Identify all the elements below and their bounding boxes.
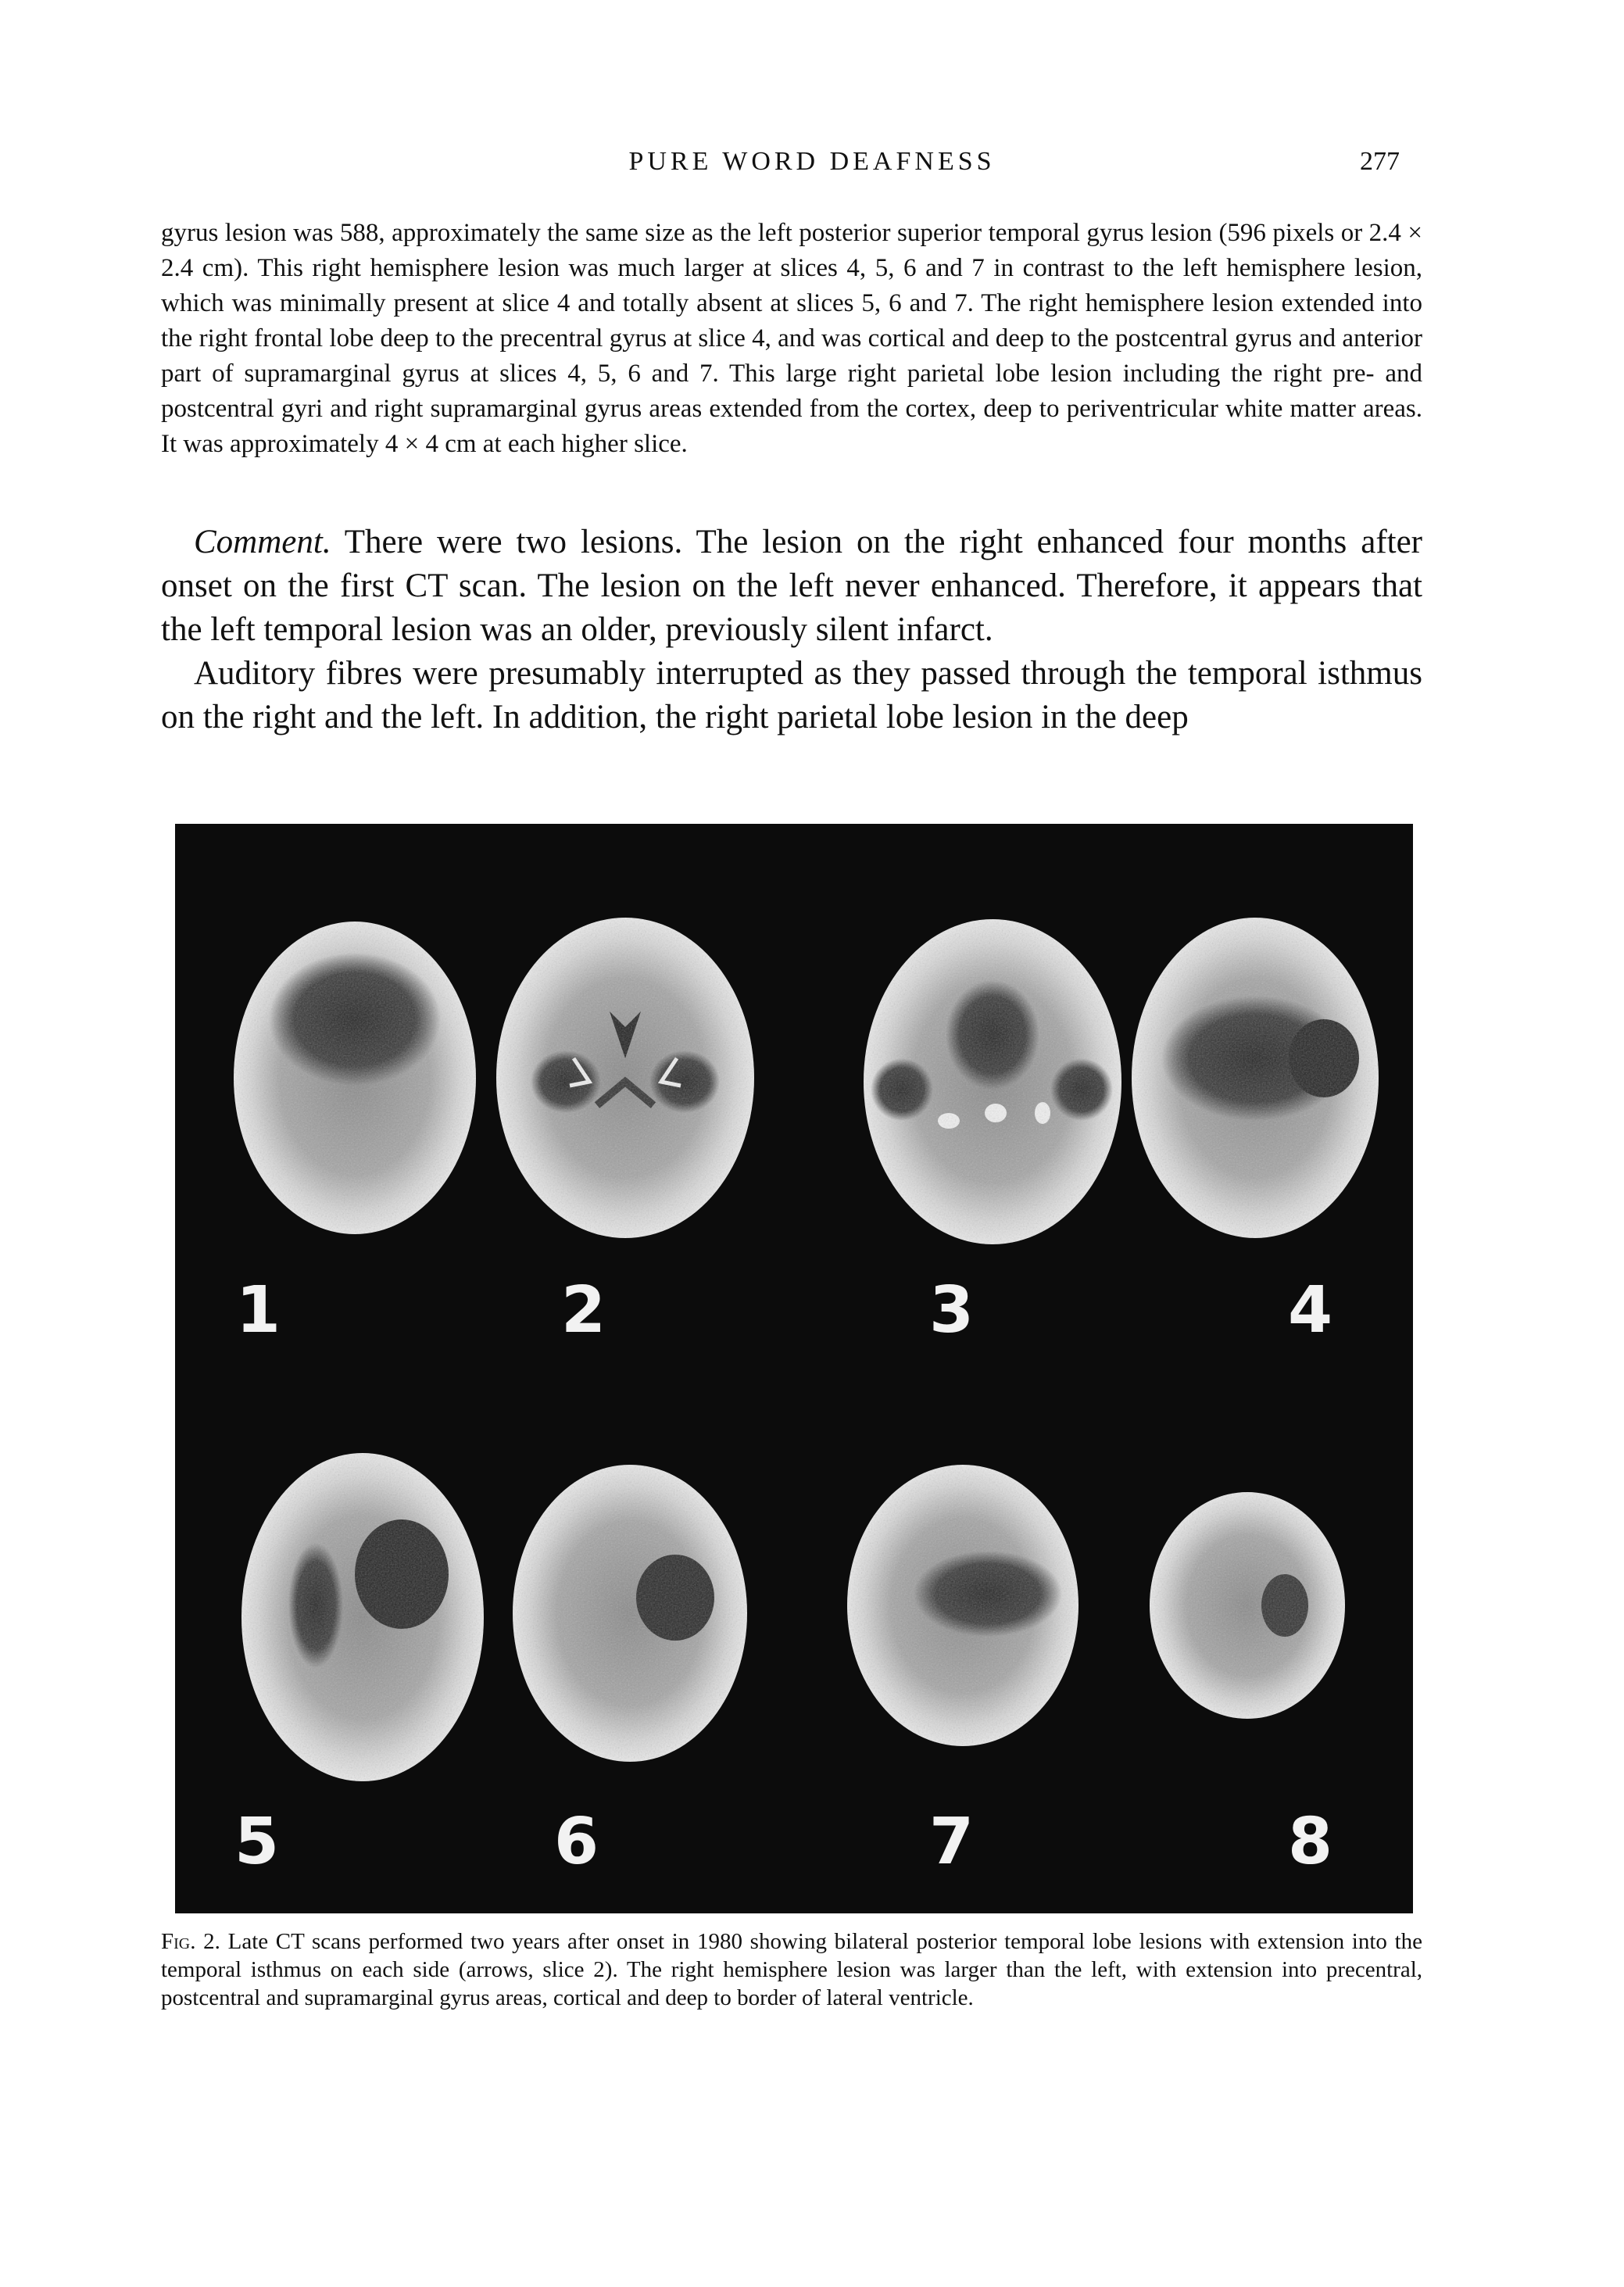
page-number: 277 (1360, 147, 1400, 176)
comment-paragraph (161, 521, 1422, 652)
ct-scan-figure (175, 824, 1413, 1913)
slice-label-2: 2 (561, 1273, 606, 1348)
slice-label-4: 4 (1288, 1273, 1333, 1348)
slice-label-7: 7 (929, 1805, 975, 1879)
ct-slice-4 (1132, 918, 1379, 1238)
ct-slice-3 (864, 919, 1121, 1244)
running-title: PURE WORD DEAFNESS (628, 147, 996, 176)
ct-slice-8 (1150, 1492, 1345, 1719)
comment-label: Comment. (194, 524, 331, 560)
ct-slice-5 (241, 1453, 484, 1781)
ct-slice-6 (513, 1465, 747, 1762)
slice-label-8: 8 (1288, 1805, 1333, 1879)
figure-label: Fig. 2. (161, 1929, 220, 1954)
slice-label-5: 5 (234, 1805, 280, 1879)
slice-label-1: 1 (236, 1273, 281, 1348)
figure-caption (161, 1927, 1422, 2012)
comment-text: There were two lesions. The lesion on the right enhanced four months after onset on the first CT scan. The lesion on the left never enhanced. Therefore, it appears that the left temporal lesion was an older, previously silent infarct. (161, 524, 1422, 648)
caption-text: Late CT scans performed two years after onset in 1980 showing bilateral posterior temporal lobe lesions with extension into the temporal isthmus on each side (arrows, slice 2). The right hemisphere lesion was larger than the left, with extension into precentral, postcentral and supramarginal gyrus areas, cortical and deep to border of lateral ventricle. (161, 1929, 1422, 2010)
slice-label-3: 3 (929, 1273, 975, 1348)
continuation-paragraph: gyrus lesion was 588, approximately the same size as the left posterior superior temporal gyrus lesion (596 pixels or 2.4 × 2.4 cm). This right hemisphere lesion was much larger at slices 4, 5, 6 and 7 in contrast to the left hemisphere lesion, which was minimally present at slice 4 and totally absent at slices 5, 6 and 7. The right hemisphere lesion extended into the right frontal lobe deep to the precentral gyrus at slice 4, and was cortical and deep to the postcentral gyrus and anterior part of supramarginal gyrus at slices 4, 5, 6 and 7. This large right parietal lobe lesion including the right pre- and postcentral gyri and right supramarginal gyrus areas extended from the cortex, deep to periventricular white matter areas. It was approximately 4 × 4 cm at each higher slice. (161, 219, 1422, 458)
ct-slice-7 (847, 1465, 1078, 1746)
slice-label-6: 6 (554, 1805, 599, 1879)
ct-slice-2 (496, 918, 754, 1238)
auditory-paragraph: Auditory fibres were presumably interrupted as they passed through the temporal isthmus on the right and the left. In addition, the right parietal lobe lesion in the deep (161, 655, 1422, 735)
running-head (0, 142, 1624, 181)
ct-slice-1 (234, 922, 476, 1234)
